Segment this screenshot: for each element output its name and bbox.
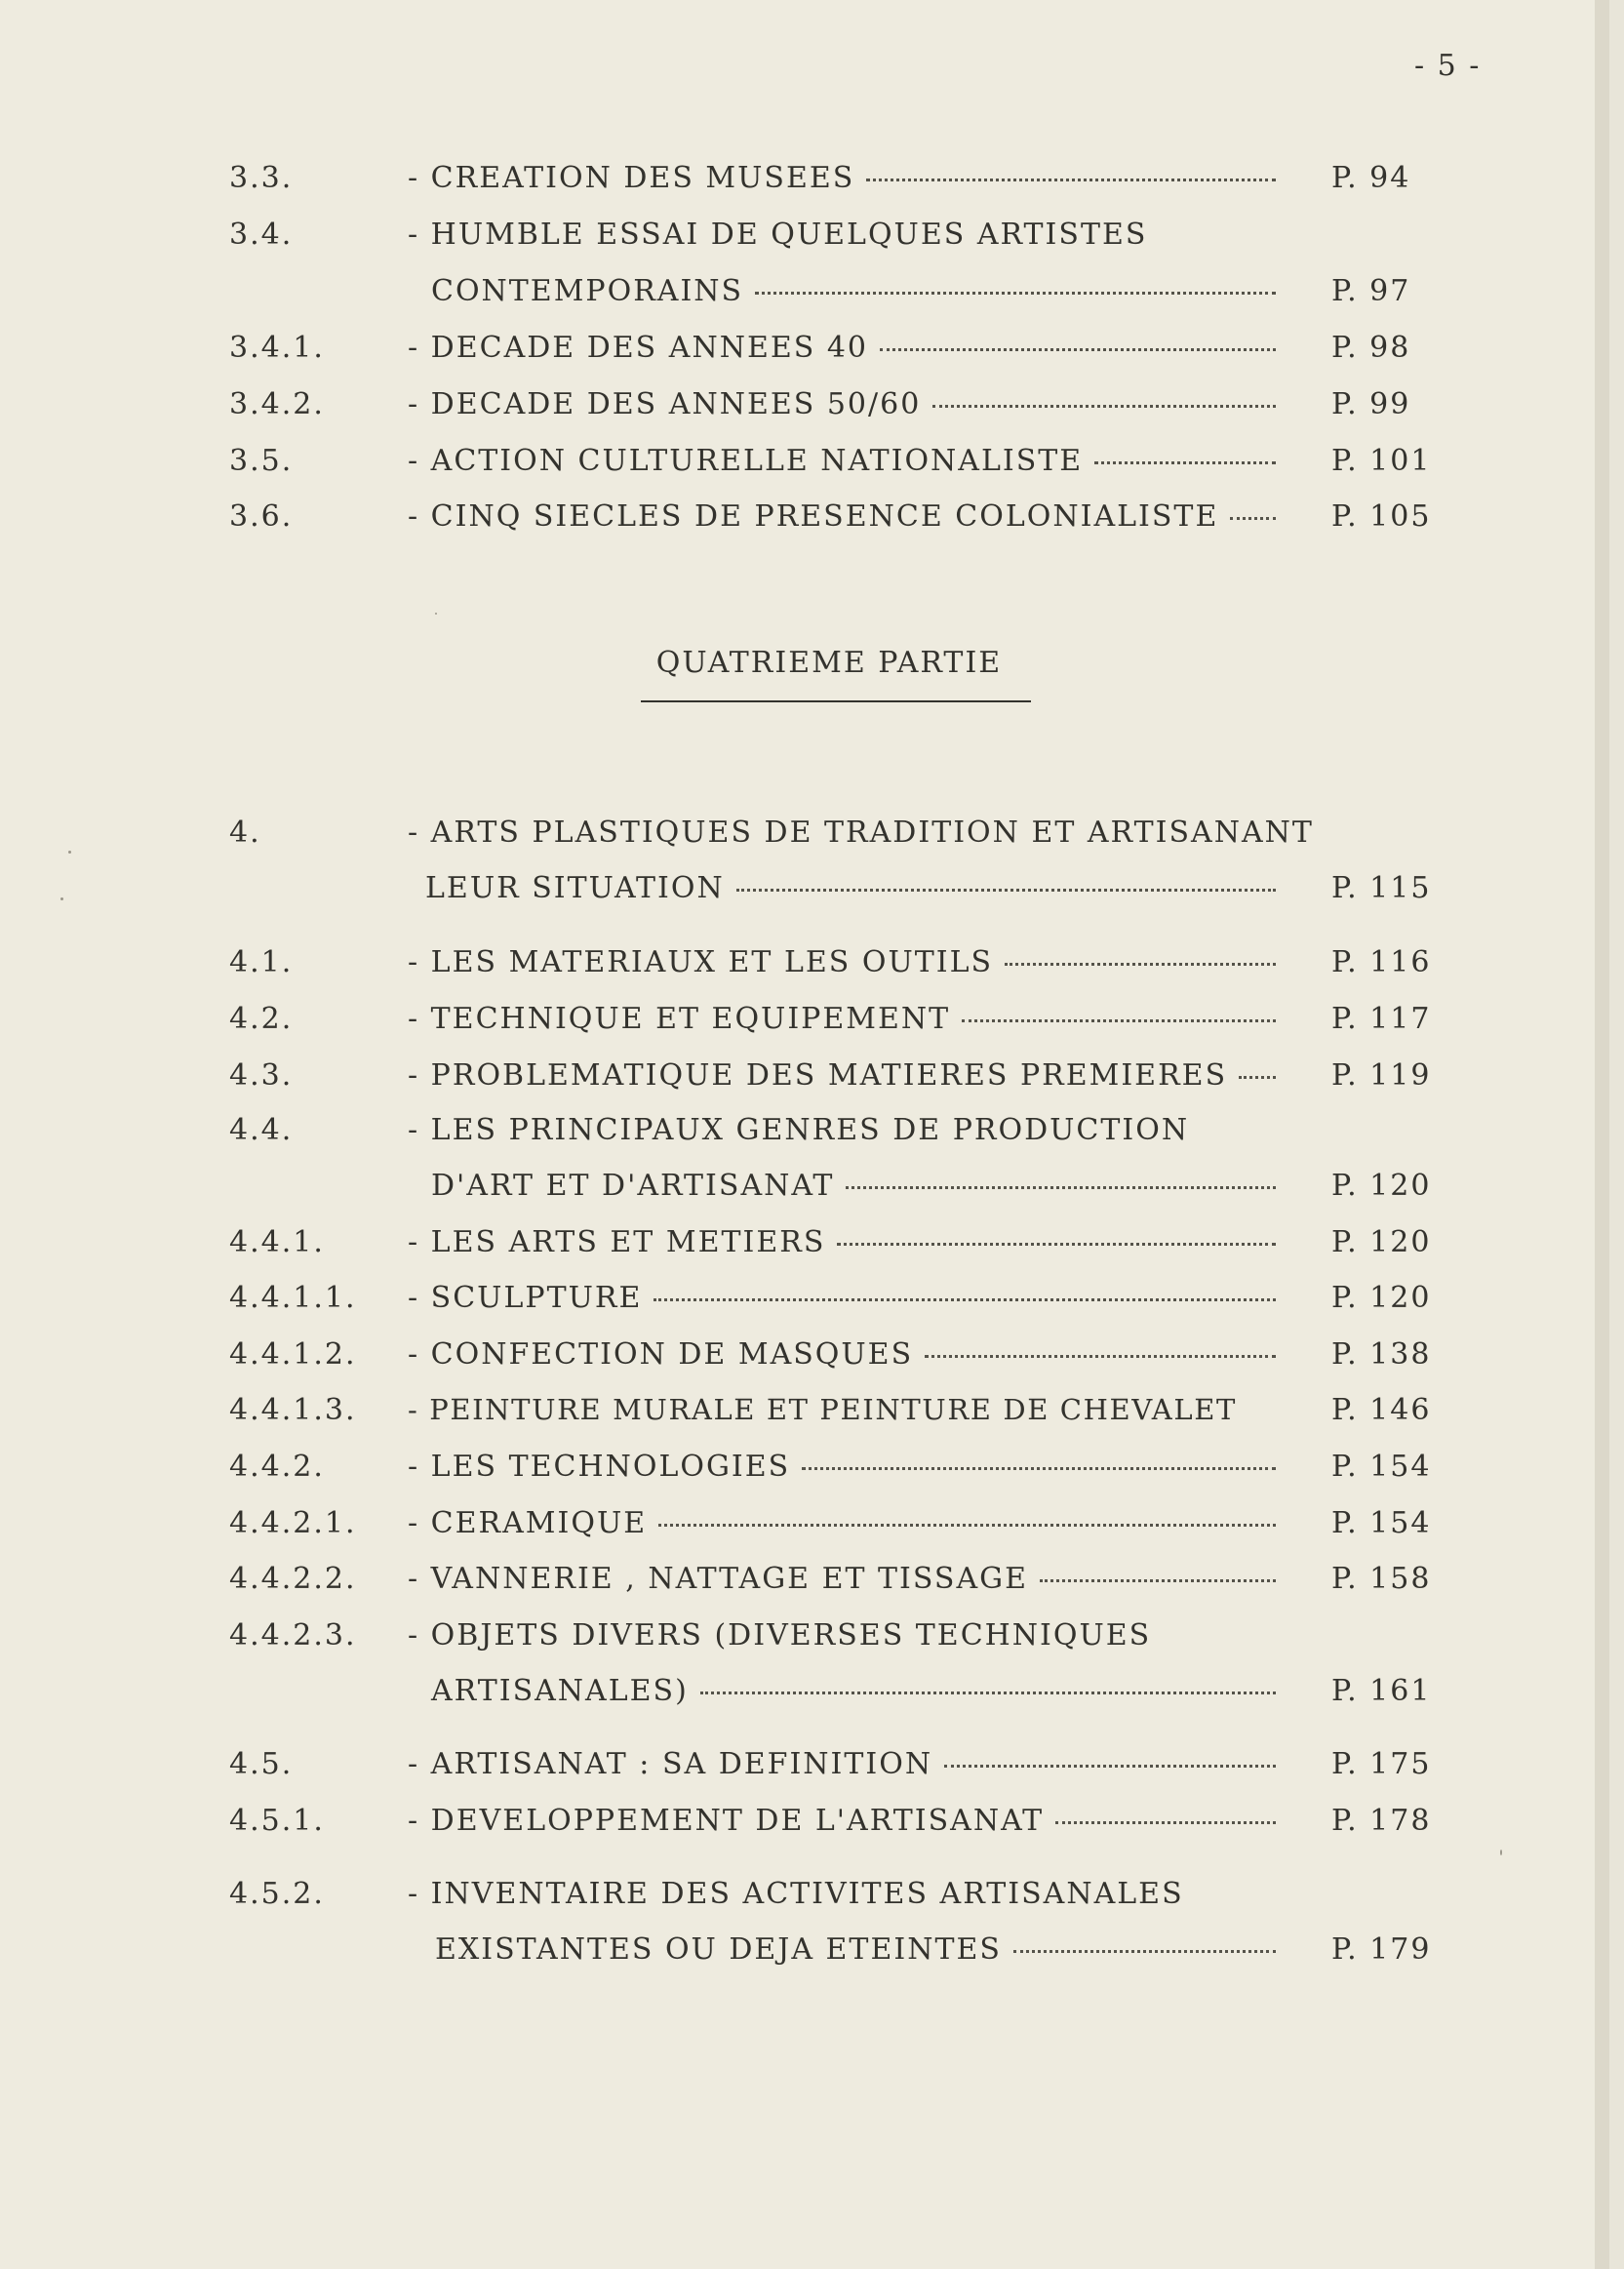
toc-entry: [0, 945, 1609, 984]
dot-leader: [1005, 963, 1276, 966]
toc-entry-continuation: [0, 871, 1609, 910]
toc-entry-number: 4.4.1.1.: [229, 1281, 357, 1315]
toc-entry-number: 4.4.: [229, 1113, 294, 1147]
toc-entry-number: 4.4.2.2.: [229, 1562, 357, 1596]
part-heading-underline: [641, 700, 1031, 702]
toc-entry-title: - OBJETS DIVERS (DIVERSES TECHNIQUES: [408, 1618, 1152, 1652]
dot-leader: [837, 1243, 1276, 1246]
dot-leader: [1013, 1950, 1276, 1953]
toc-entry-page: P. 158: [1331, 1562, 1432, 1596]
toc-entry-number: 3.5.: [229, 444, 294, 478]
toc-entry-number: 4.3.: [229, 1058, 294, 1093]
toc-entry-title: - ARTISANAT : SA DEFINITION: [408, 1747, 933, 1781]
toc-entry-number: 4.5.1.: [229, 1804, 325, 1838]
toc-entry: [0, 499, 1609, 538]
toc-entry-text: [431, 1169, 1286, 1203]
toc-entry-page: P. 117: [1331, 1002, 1432, 1036]
dot-leader: [866, 179, 1276, 181]
toc-entry-text: [408, 331, 1286, 365]
toc-entry-text: [431, 1674, 1286, 1708]
toc-entry-page: P. 99: [1331, 387, 1411, 421]
toc-entry-page: P. 120: [1331, 1169, 1432, 1203]
toc-entry-title: - TECHNIQUE ET EQUIPEMENT: [408, 1002, 951, 1036]
toc-entry-page: P. 94: [1331, 161, 1411, 195]
toc-entry: [0, 1747, 1609, 1786]
page-number: - 5 -: [1414, 49, 1482, 83]
toc-entry-title: - DEVELOPPEMENT DE L'ARTISANAT: [408, 1804, 1045, 1838]
toc-entry-number: 4.: [229, 816, 261, 850]
toc-entry: [0, 1337, 1609, 1376]
toc-entry-title: - LES MATERIAUX ET LES OUTILS: [408, 945, 994, 979]
toc-entry-number: 4.4.2.: [229, 1450, 325, 1484]
toc-entry-title: - ACTION CULTURELLE NATIONALISTE: [408, 444, 1084, 478]
toc-entry-continuation: [0, 1932, 1609, 1971]
toc-entry-text: [408, 161, 1286, 195]
toc-entry: [0, 387, 1609, 426]
toc-entry-page: P. 179: [1331, 1932, 1432, 1967]
toc-entry-text: [408, 1002, 1286, 1036]
toc-entry: [0, 816, 1609, 855]
toc-entry-text: [408, 816, 1314, 850]
toc-entry-title: - DECADE DES ANNEES 40: [408, 331, 868, 365]
dot-leader: [1055, 1821, 1276, 1824]
dot-leader: [1230, 517, 1276, 520]
toc-entry-number: 4.4.1.3.: [229, 1393, 357, 1427]
toc-entry-page: P. 119: [1331, 1058, 1432, 1093]
toc-entry-title: - PEINTURE MURALE ET PEINTURE DE CHEVALET: [408, 1393, 1237, 1426]
toc-entry: [0, 1113, 1609, 1152]
toc-entry-text: [408, 499, 1286, 534]
toc-entry-title: - VANNERIE , NATTAGE ET TISSAGE: [408, 1562, 1028, 1596]
toc-entry-number: 4.5.2.: [229, 1877, 325, 1911]
toc-entry-text: [408, 1058, 1286, 1093]
toc-entry-number: 4.4.1.2.: [229, 1337, 357, 1372]
dot-leader: [658, 1524, 1276, 1527]
toc-entry-title: CONTEMPORAINS: [431, 274, 744, 308]
toc-entry-text: [408, 1113, 1286, 1147]
toc-entry-page: P. 105: [1331, 499, 1432, 534]
toc-entry: [0, 1393, 1609, 1432]
dot-leader: [802, 1467, 1276, 1470]
dot-leader: [944, 1765, 1276, 1768]
toc-entry-text: [408, 1393, 1286, 1426]
toc-entry-title: - SCULPTURE: [408, 1281, 643, 1315]
paper-speck: [60, 897, 63, 900]
toc-entry: [0, 444, 1609, 483]
toc-entry-page: P. 161: [1331, 1674, 1432, 1708]
toc-entry-text: [408, 1281, 1286, 1315]
dot-leader: [700, 1692, 1276, 1694]
toc-entry-text: [408, 1747, 1286, 1781]
toc-entry: [0, 1058, 1609, 1097]
toc-entry-text: [408, 945, 1286, 979]
toc-entry: [0, 218, 1609, 257]
toc-entry: [0, 1450, 1609, 1489]
toc-entry-number: 4.1.: [229, 945, 294, 979]
paper-speck: [1500, 1850, 1502, 1855]
toc-entry-number: 4.5.: [229, 1747, 294, 1781]
toc-entry-continuation: [0, 1169, 1609, 1208]
toc-entry: [0, 1877, 1609, 1916]
toc-entry-number: 3.4.1.: [229, 331, 325, 365]
toc-entry-page: P. 138: [1331, 1337, 1432, 1372]
toc-entry-page: P. 175: [1331, 1747, 1432, 1781]
toc-entry-number: 4.2.: [229, 1002, 294, 1036]
toc-entry-number: 4.4.2.3.: [229, 1618, 357, 1652]
toc-entry-number: 4.4.1.: [229, 1225, 325, 1259]
toc-entry-text: [408, 218, 1286, 252]
toc-entry-title: EXISTANTES OU DEJA ETEINTES: [435, 1932, 1002, 1967]
paper-speck: [68, 851, 71, 854]
dot-leader: [1094, 461, 1276, 464]
toc-entry-text: [408, 444, 1286, 478]
part-heading: QUATRIEME PARTIE: [655, 646, 1003, 680]
toc-entry-continuation: [0, 274, 1609, 313]
toc-entry-text: [435, 1932, 1286, 1967]
dot-leader: [736, 889, 1276, 892]
toc-entry-text: [408, 1562, 1286, 1596]
toc-entry-title: - DECADE DES ANNEES 50/60: [408, 387, 922, 421]
dot-leader: [755, 292, 1276, 295]
dot-leader: [654, 1298, 1276, 1301]
toc-entry-title: - PROBLEMATIQUE DES MATIERES PREMIERES: [408, 1058, 1228, 1093]
toc-entry: [0, 1506, 1609, 1545]
toc-entry-title: - HUMBLE ESSAI DE QUELQUES ARTISTES: [408, 218, 1148, 252]
toc-entry-title: - INVENTAIRE DES ACTIVITES ARTISANALES: [408, 1877, 1184, 1911]
toc-entry-text: [408, 1618, 1286, 1652]
toc-entry-number: 3.6.: [229, 499, 294, 534]
toc-entry-title: - CONFECTION DE MASQUES: [408, 1337, 914, 1372]
toc-entry-title: - LES ARTS ET METIERS: [408, 1225, 826, 1259]
toc-entry: [0, 1562, 1609, 1601]
dot-leader: [1040, 1579, 1276, 1582]
toc-entry-page: P. 146: [1331, 1393, 1432, 1427]
toc-entry-text: [408, 1337, 1286, 1372]
toc-entry-page: P. 154: [1331, 1506, 1432, 1540]
toc-entry-page: P. 97: [1331, 274, 1411, 308]
dot-leader: [962, 1019, 1276, 1022]
toc-entry-page: P. 120: [1331, 1225, 1432, 1259]
toc-entry-continuation: [0, 1674, 1609, 1713]
toc-entry-text: [408, 1506, 1286, 1540]
toc-entry-number: 3.4.: [229, 218, 294, 252]
dot-leader: [1239, 1076, 1276, 1079]
toc-entry-page: P. 115: [1331, 871, 1432, 905]
toc-entry-page: P. 178: [1331, 1804, 1432, 1838]
dot-leader: [925, 1355, 1276, 1358]
paper-speck: [435, 613, 437, 615]
toc-entry-page: P. 120: [1331, 1281, 1432, 1315]
toc-entry-number: 3.3.: [229, 161, 294, 195]
toc-entry-title: ARTISANALES): [431, 1674, 689, 1708]
toc-entry-text: [408, 1225, 1286, 1259]
dot-leader: [846, 1186, 1276, 1189]
toc-entry-number: 3.4.2.: [229, 387, 325, 421]
toc-entry: [0, 1281, 1609, 1320]
toc-entry-text: [408, 1877, 1286, 1911]
toc-entry: [0, 331, 1609, 370]
toc-entry: [0, 1804, 1609, 1843]
toc-entry-text: [431, 274, 1286, 308]
toc-entry-page: P. 98: [1331, 331, 1411, 365]
toc-entry-text: [425, 871, 1286, 905]
toc-entry: [0, 1618, 1609, 1657]
toc-entry-title: D'ART ET D'ARTISANAT: [431, 1169, 835, 1203]
toc-entry-text: [408, 1804, 1286, 1838]
toc-entry-title: - CINQ SIECLES DE PRESENCE COLONIALISTE: [408, 499, 1219, 534]
toc-entry-page: P. 101: [1331, 444, 1432, 478]
toc-entry-title: - CERAMIQUE: [408, 1506, 648, 1540]
toc-entry-text: [408, 387, 1286, 421]
toc-entry-title: - LES TECHNOLOGIES: [408, 1450, 791, 1484]
toc-entry: [0, 1002, 1609, 1041]
dot-leader: [880, 348, 1276, 351]
toc-entry-title: LEUR SITUATION: [425, 871, 725, 905]
toc-entry-page: P. 116: [1331, 945, 1432, 979]
toc-entry-title: - CREATION DES MUSEES: [408, 161, 855, 195]
toc-entry-title: - ARTS PLASTIQUES DE TRADITION ET ARTISANANT: [408, 816, 1314, 850]
toc-entry-number: 4.4.2.1.: [229, 1506, 357, 1540]
toc-entry-page: P. 154: [1331, 1450, 1432, 1484]
toc-entry-title: - LES PRINCIPAUX GENRES DE PRODUCTION: [408, 1113, 1190, 1147]
toc-entry: [0, 161, 1609, 200]
toc-entry: [0, 1225, 1609, 1264]
dot-leader: [932, 405, 1276, 408]
toc-entry-text: [408, 1450, 1286, 1484]
